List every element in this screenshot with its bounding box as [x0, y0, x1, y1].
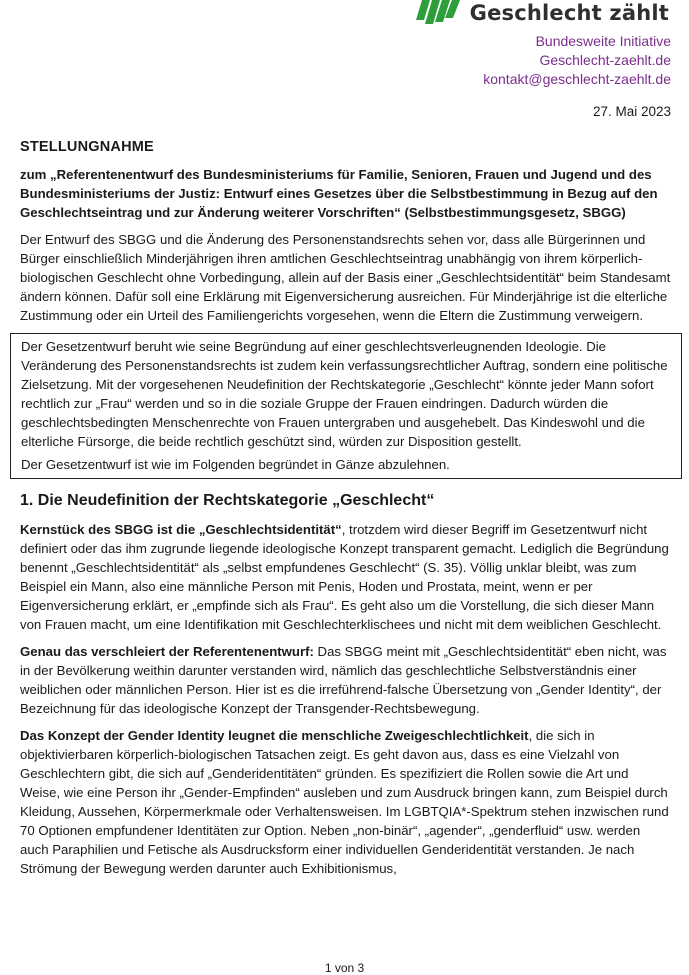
intro-paragraph: Der Entwurf des SBGG und die Änderung des Personenstandsrechts sehen vor, dass alle Bürgerinnen und Bürger einschließlich Minderjährigen ihren amtlichen Geschlechtseintrag unabhängig von ihrem körperlich-biologischen Geschlecht ohne Vorbedingung, allein auf der Basis einer „Geschlechtsidentität“ beim Standesamt ändern können. Dafür soll eine Erklärung mit Eigenversicherung ausreichen. Für Minderjährige ist die elterliche Zustimmung oder ein Urteil des Familiengerichts vorgesehen, wenn die Eltern die Zustimmung verweigern.	[20, 232, 671, 323]
paragraph-2-text: Das SBGG meint mit „Geschlechtsidentität“ eben nicht, was in der Bevölkerung weithin darunter verstanden wird, nämlich das geschlechtliche Selbstverständnis einer weiblichen oder männlichen Person. Hier ist es die irreführend-falsche Übersetzung von „Gender Identity“, der Bezeichnung für das ideologische Konzept der Transgender-Rechtsbewegung.	[20, 644, 667, 716]
contact-block	[483, 32, 671, 89]
section-heading: 1. Die Neudefinition der Rechtskategorie „Geschlecht“	[20, 492, 435, 509]
paragraph-1-lead: Kernstück des SBGG ist die „Geschlechtsidentität“	[20, 522, 342, 537]
page-number: 1 von 3	[324, 961, 365, 975]
summary-conclusion: Der Gesetzentwurf ist wie im Folgenden begründet in Gänze abzulehnen.	[21, 457, 450, 472]
contact-org: Bundesweite Initiative	[535, 33, 671, 49]
paragraph-2	[20, 642, 672, 718]
paragraph-1-text: , trotzdem wird dieser Begriff im Gesetzentwurf nicht definiert oder das ihm zugrunde liegende ideologische Konzept transparent gemacht. Lediglich die Begründung benennt „Geschlechtsidentität“ als „selbst empfundenes Geschlecht“ (S. 35). Völlig unklar bleibt, was zum Beispiel ein Mann, also eine männliche Person mit Penis, Hoden und Prostata, meint, wenn er per Eigenversicherung erklärt, er „empfinde sich als Frau“. Es geht also um die Vorstellung, die sich dieser Mann von Frauen macht, um eine Identifikation mit Geschlechterklischees und nicht mit dem weiblichen Geschlecht.	[20, 522, 669, 632]
document-subject: zum „Referentenentwurf des Bundesministeriums für Familie, Senioren, Frauen und Jugend und des Bundesministeriums der Justiz: Entwurf eines Gesetzes über die Selbstbestimmung in Bezug auf den Geschlechtseintrag und zur Änderung weiterer Vorschriften“ (Selbstbestimmungsgesetz, SBGG)	[20, 167, 658, 220]
paragraph-3-lead: Das Konzept der Gender Identity leugnet die menschliche Zweigeschlechtlichkeit	[20, 728, 529, 743]
document-title: STELLUNGNAHME	[20, 139, 154, 155]
document-body	[20, 138, 672, 886]
paragraph-3	[20, 726, 672, 878]
logo-stripes-icon	[416, 0, 462, 26]
document-date: 27. Mai 2023	[592, 104, 671, 119]
paragraph-3-text: , die sich in objektivierbaren körperlich-biologischen Tatsachen zeigt. Es geht davon aus, dass es eine Vielzahl von Geschlechtern gibt, die sich auf „Genderidentitäten“ gründen. Es spezifiziert die Rollen sowie die Art und Weise, wie eine Person ihr „Gender-Empfinden“ ausleben und zum Ausdruck bringen kann, zum Beispiel durch Kleidung, Aussehen, Körpermerkmale oder Verhaltensweisen. Im LGBTQIA*-Spektrum stehen inzwischen rund 70 Optionen empfundener Identitäten zur Option. Neben „non-binär“, „agender“, „genderfluid“ usw. werden auch Paraphilien und Fetische als Ausdrucksform einer individuellen Genderidentität verstanden. Je nach Strömung der Bewegung werden darunter auch Exhibitionismus,	[20, 728, 669, 876]
summary-box	[10, 333, 682, 479]
logo	[416, 0, 669, 26]
paragraph-2-lead: Genau das verschleiert der Referentenentwurf:	[20, 644, 314, 659]
summary-paragraph: Der Gesetzentwurf beruht wie seine Begründung auf einer geschlechtsverleugnenden Ideologie. Die Veränderung des Personenstandsrechts ist zudem kein verfassungsrechtlicher Auftrag, sondern eine politische Zielsetzung. Mit der vorgesehenen Neudefinition der Rechtskategorie „Geschlecht“ könnte jeder Mann sofort rechtlich zur „Frau“ werden und so in die soziale Gruppe der Frauen eindringen. Dadurch würden die geschlechtsbedingten Menschenrechte von Frauen untergraben und ausgehebelt. Das Kindeswohl und die elterliche Fürsorge, die beide rechtlich geschützt sind, würden zur Disposition gestellt.	[21, 339, 668, 449]
contact-email: kontakt@geschlecht-zaehlt.de	[483, 71, 671, 87]
paragraph-1	[20, 520, 672, 634]
logo-text: Geschlecht zählt	[469, 1, 669, 25]
contact-website: Geschlecht-zaehlt.de	[539, 52, 671, 68]
